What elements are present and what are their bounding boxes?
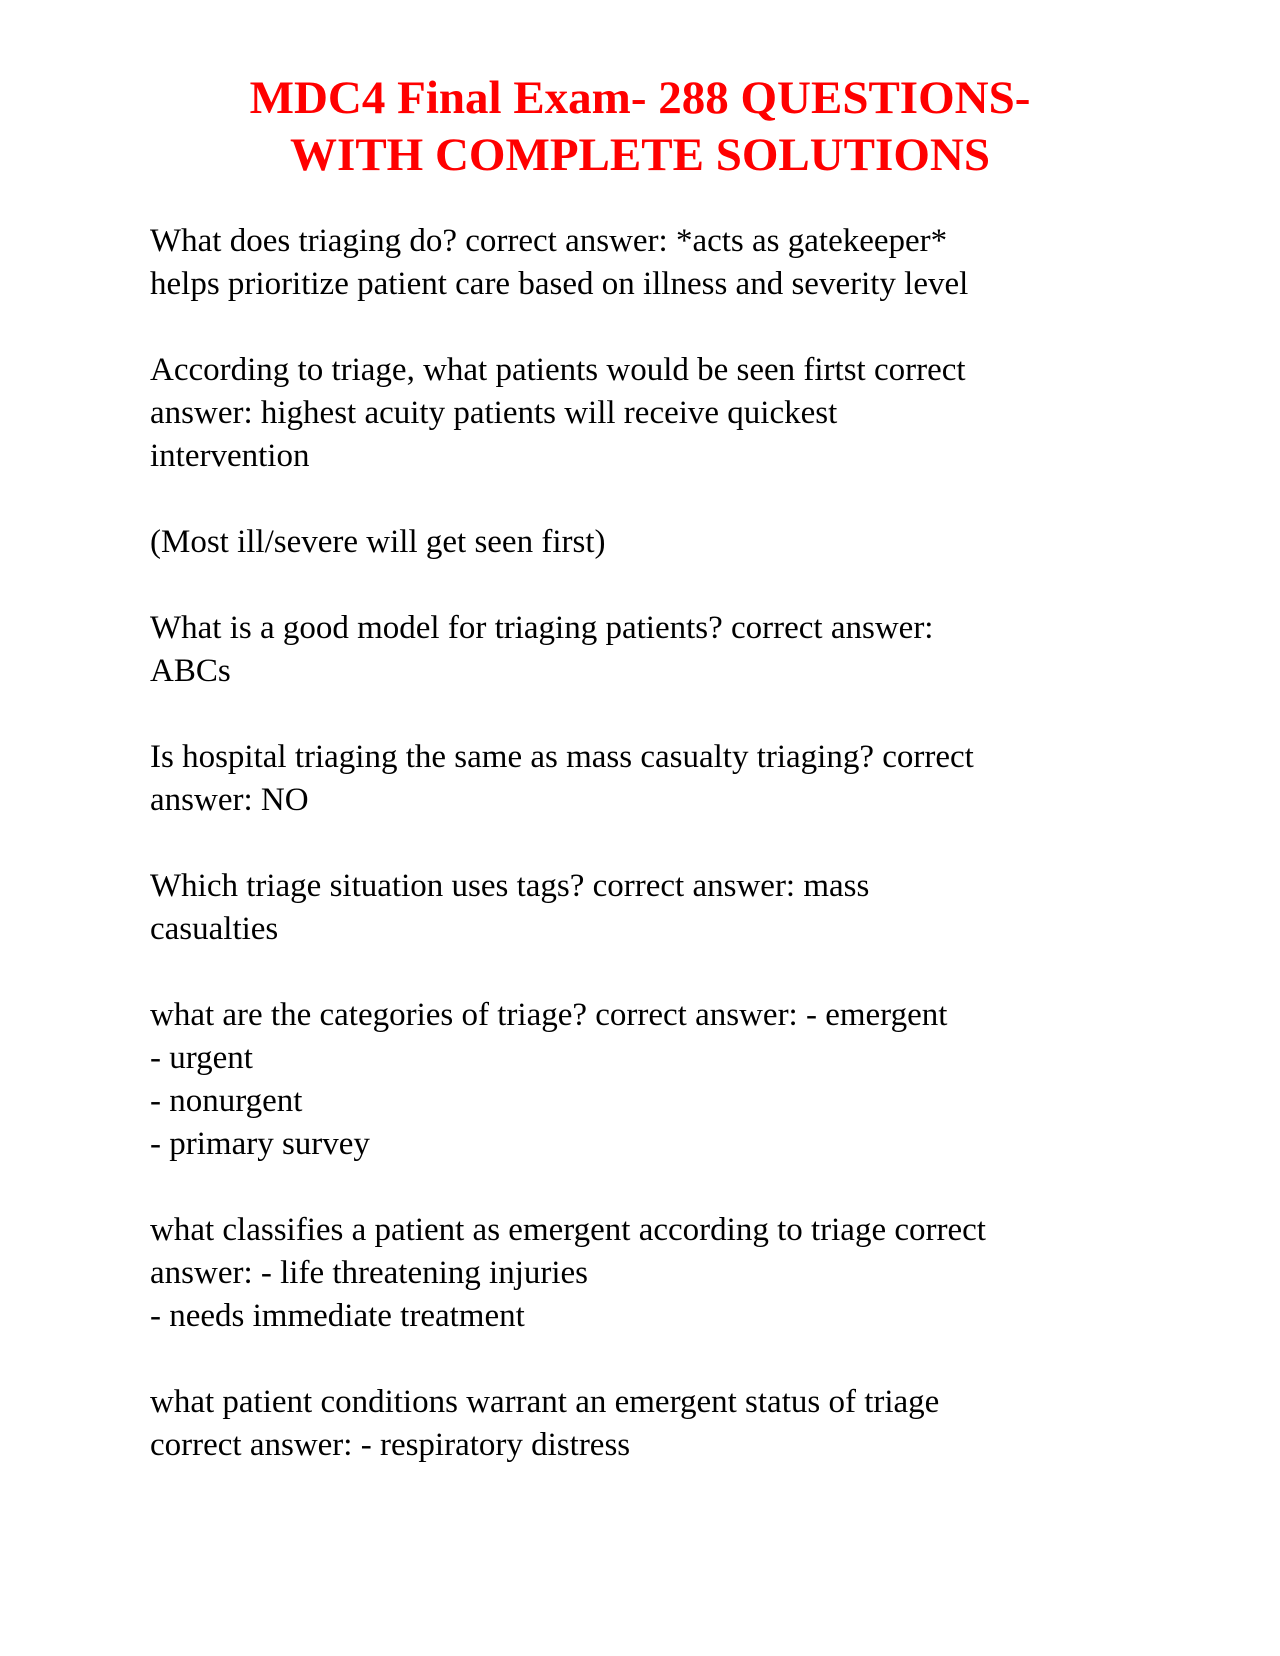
text-line: ABCs — [150, 653, 231, 689]
qa-block — [150, 736, 1150, 822]
text-line: What does triaging do? correct answer: *acts as gatekeeper* — [150, 223, 948, 259]
text-line: answer: - life threatening injuries — [150, 1255, 589, 1291]
text-line: (Most ill/severe will get seen first) — [150, 524, 606, 560]
text-line: What is a good model for triaging patients? correct answer: — [150, 610, 934, 646]
title-line-2: WITH COMPLETE SOLUTIONS — [290, 129, 990, 181]
text-line: intervention — [150, 438, 310, 474]
qa-block — [150, 349, 1150, 478]
text-line: what patient conditions warrant an emergent status of triage — [150, 1384, 940, 1420]
text-line: correct answer: - respiratory distress — [150, 1427, 631, 1463]
text-line: Which triage situation uses tags? correct answer: mass — [150, 868, 870, 904]
text-line: - urgent — [150, 1040, 253, 1076]
text-line: what classifies a patient as emergent according to triage correct — [150, 1212, 986, 1248]
document-body — [150, 220, 1150, 1467]
qa-block — [150, 607, 1150, 693]
text-line: helps prioritize patient care based on illness and severity level — [150, 266, 969, 302]
text-line: answer: NO — [150, 782, 309, 818]
text-line: - needs immediate treatment — [150, 1298, 525, 1334]
title-line-1: MDC4 Final Exam- 288 QUESTIONS- — [249, 72, 1031, 124]
text-line: answer: highest acuity patients will receive quickest — [150, 395, 838, 431]
qa-block — [150, 220, 1150, 306]
text-line: - primary survey — [150, 1126, 370, 1162]
text-line: According to triage, what patients would be seen firtst correct — [150, 352, 966, 388]
qa-block — [150, 1381, 1150, 1467]
qa-block — [150, 994, 1150, 1166]
note-block — [150, 521, 1150, 564]
text-line: Is hospital triaging the same as mass casualty triaging? correct — [150, 739, 974, 775]
text-line: casualties — [150, 911, 279, 947]
text-line: - nonurgent — [150, 1083, 303, 1119]
qa-block — [150, 865, 1150, 951]
text-line: what are the categories of triage? correct answer: - emergent — [150, 997, 948, 1033]
qa-block — [150, 1209, 1150, 1338]
page-title — [0, 70, 1280, 184]
